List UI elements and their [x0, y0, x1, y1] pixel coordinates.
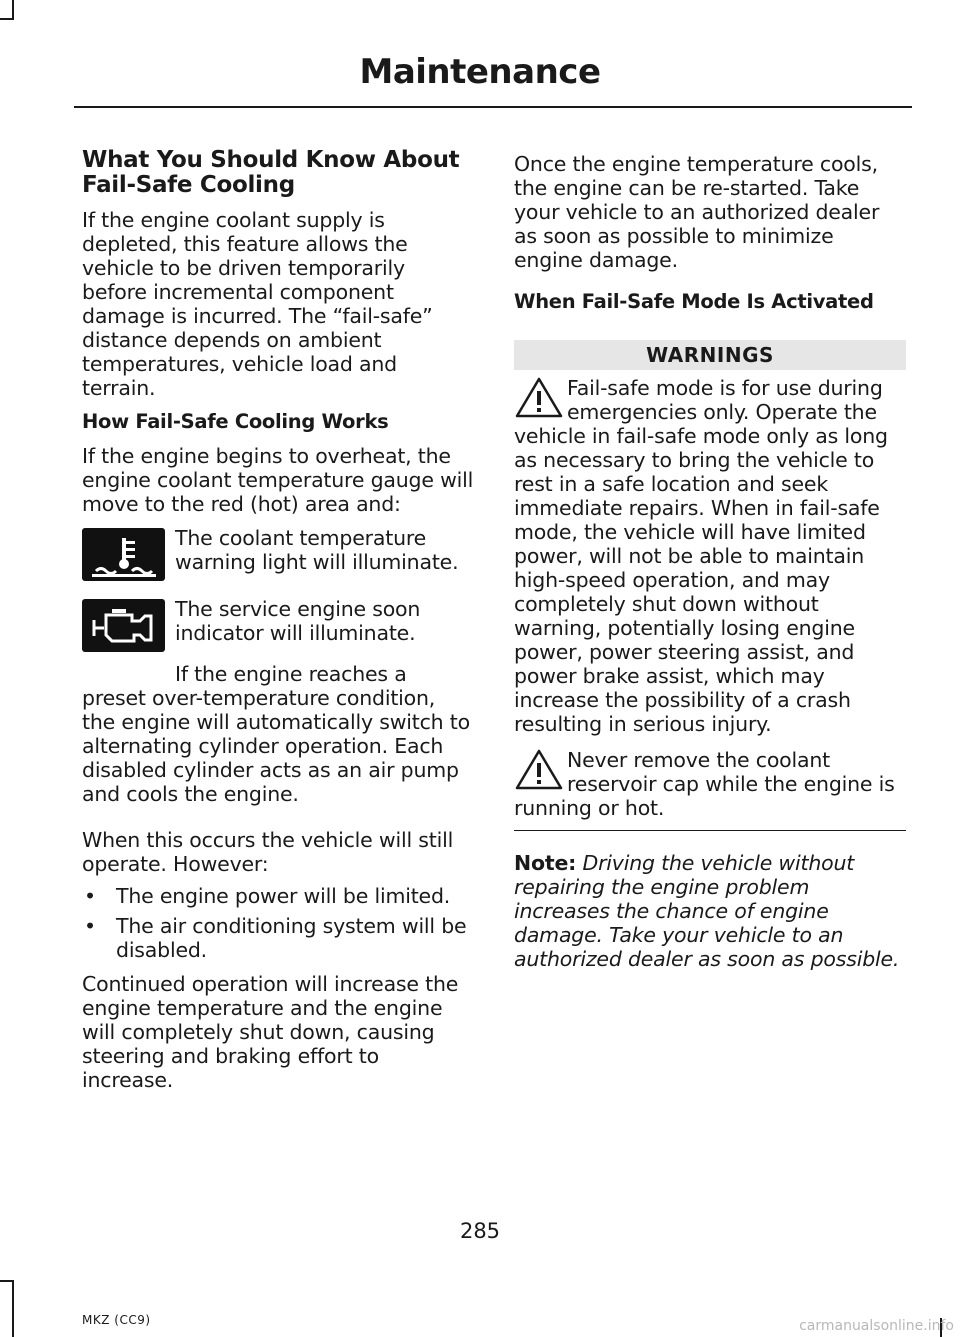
service-light-text: The service engine soon indicator will illuminate.	[175, 597, 421, 645]
coolant-light-text: The coolant temperature warning light will illuminate.	[175, 526, 459, 574]
list-item-text: The air conditioning system will be disabled.	[116, 914, 467, 962]
coolant-temperature-warning-icon	[82, 528, 165, 581]
section-heading: What You Should Know About Fail-Safe Cooling	[82, 147, 460, 198]
crop-mark	[0, 18, 14, 20]
note-text: Driving the vehicle without repairing the engine problem increases the chance of engine damage. Take your vehicle to an authorized dealer as soon as possible.	[514, 851, 900, 971]
note-label: Note:	[514, 851, 577, 875]
consequence-list	[82, 884, 474, 962]
cools-paragraph: Once the engine temperature cools, the engine can be re-started. Take your vehicle to an authorized dealer as soon as possible to minimize engine damage.	[514, 152, 880, 272]
overheat-paragraph: If the engine begins to overheat, the engine coolant temperature gauge will move to the red (hot) area and:	[82, 444, 474, 516]
check-engine-icon	[82, 599, 165, 652]
watermark: carmanualsonline.info	[799, 1318, 954, 1334]
list-item	[82, 914, 474, 962]
coolant-light-row	[82, 528, 474, 581]
intro-paragraph: If the engine coolant supply is depleted, this feature allows the vehicle to be driven temporarily before incremental component damage is incurred. The “fail-safe” distance depends on ambient temperatures, vehicle load and terrain.	[82, 208, 433, 400]
warnings-header: WARNINGS	[514, 340, 906, 370]
warnings-end-rule	[514, 830, 906, 831]
list-item	[82, 884, 474, 908]
over-temperature-text: If the engine reaches a preset over-temperature condition, the engine will automatically switch to alternating cylinder operation. Each disabled cylinder acts as an air pump and cools the engine.	[82, 662, 470, 806]
crop-mark	[0, 1280, 14, 1282]
bullet-marker: •	[84, 884, 96, 908]
warning-text-1: Fail-safe mode is for use during emergencies only. Operate the vehicle in fail-safe mode only as long as necessary to bring the vehicle to rest in a safe location and seek immediate repairs. When in fail-safe mode, the vehicle will have limited power, will not be able to maintain high-speed operation, and may completely shut down without warning, potentially losing engine power, power steering assist, and power brake assist, which may increase the possibility of a crash resulting in serious injury.	[514, 376, 888, 736]
note-paragraph	[514, 851, 906, 971]
bullet-marker: •	[84, 914, 96, 938]
continued-paragraph: Continued operation will increase the engine temperature and the engine will completely shut down, causing steering and braking effort to increase.	[82, 972, 459, 1092]
crop-mark	[12, 1280, 14, 1337]
header-rule	[74, 106, 912, 108]
crop-mark	[12, 0, 14, 20]
warning-triangle-icon	[514, 748, 564, 792]
right-column	[514, 148, 906, 971]
warning-triangle-icon	[514, 376, 564, 420]
warning-block-2	[514, 748, 906, 820]
model-code: MKZ (CC9)	[82, 1313, 151, 1327]
warning-text-2: Never remove the coolant reservoir cap while the engine is running or hot.	[514, 748, 895, 820]
left-column	[82, 148, 474, 1092]
warning-block-1	[514, 376, 906, 736]
over-temperature-paragraph	[82, 662, 474, 806]
page-title: Maintenance	[359, 52, 601, 92]
page-number: 285	[459, 1219, 501, 1243]
list-item-text: The engine power will be limited.	[116, 884, 451, 908]
subheading-fail-safe-activated: When Fail-Safe Mode Is Activated	[514, 290, 874, 313]
subheading-how-it-works: How Fail-Safe Cooling Works	[82, 410, 389, 433]
occurs-paragraph: When this occurs the vehicle will still operate. However:	[82, 828, 454, 876]
service-light-row	[82, 599, 474, 652]
